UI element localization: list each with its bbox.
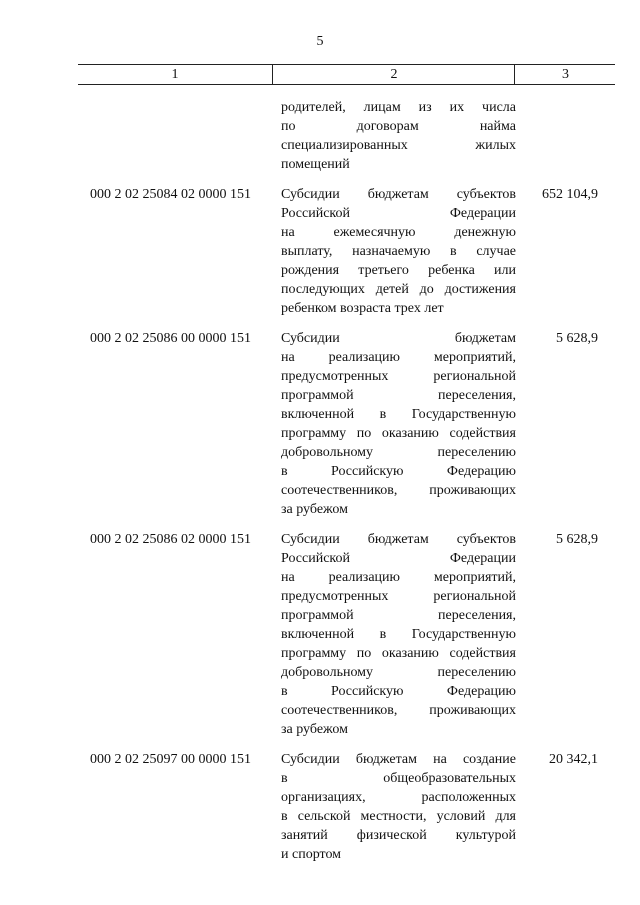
description-line: Субсидии бюджетам на создание [281,752,516,767]
table-row [0,185,640,318]
row-code: 000 2 02 25086 00 0000 151 [90,331,251,346]
description-line: организациях, расположенных [281,790,516,805]
table-row [0,530,640,739]
column-header-2: 2 [272,65,515,84]
description-line: на реализацию мероприятий, [281,350,516,365]
description-line: на реализацию мероприятий, [281,570,516,585]
description-line: Субсидии бюджетам субъектов [281,532,516,547]
description-line: занятий физической культурой [281,828,516,843]
description-line: и спортом [281,847,342,862]
description-line: программой переселения, [281,388,516,403]
row-description [281,750,516,864]
row-description [281,185,516,318]
row-amount: 5 628,9 [556,331,598,346]
description-line: Российской Федерации [281,551,516,566]
description-line: программу по оказанию содействия [281,646,516,661]
row-code: 000 2 02 25097 00 0000 151 [90,752,251,767]
description-line: Субсидии бюджетам [281,331,516,346]
description-line: на ежемесячную денежную [281,225,516,240]
row-description [281,530,516,739]
row-amount: 652 104,9 [542,187,598,202]
row-code: 000 2 02 25084 02 0000 151 [90,187,251,202]
description-line: соотечественников, проживающих [281,483,516,498]
description-line: в общеобразовательных [281,771,516,786]
description-line: ребенком возраста трех лет [281,301,444,316]
description-line: добровольному переселению [281,445,516,460]
column-header-3: 3 [514,65,616,84]
description-line: предусмотренных региональной [281,589,516,604]
description-line: соотечественников, проживающих [281,703,516,718]
table-body [0,98,640,864]
row-description [281,329,516,519]
description-line: в сельской местности, условий для [281,809,516,824]
description-line: выплату, назначаемую в случае [281,244,516,259]
description-line: рождения третьего ребенка или [281,263,516,278]
table-row [0,98,640,174]
description-line: по договорам найма [281,119,516,134]
description-line: за рубежом [281,722,348,737]
description-line: программу по оказанию содействия [281,426,516,441]
row-code: 000 2 02 25086 02 0000 151 [90,532,251,547]
table-row [0,329,640,519]
row-amount: 5 628,9 [556,532,598,547]
column-header-1: 1 [171,67,179,82]
description-line: Субсидии бюджетам субъектов [281,187,516,202]
description-line: в Российскую Федерацию [281,464,516,479]
description-line: добровольному переселению [281,665,516,680]
row-description [281,98,516,174]
description-line: родителей, лицам из их числа [281,100,516,115]
description-line: последующих детей до достижения [281,282,516,297]
description-line: специализированных жилых [281,138,516,153]
description-line: предусмотренных региональной [281,369,516,384]
table-row [0,750,640,864]
page-number: 5 [316,34,324,49]
description-line: программой переселения, [281,608,516,623]
table-header [78,64,615,85]
description-line: включенной в Государственную [281,627,516,642]
description-line: Российской Федерации [281,206,516,221]
description-line: включенной в Государственную [281,407,516,422]
description-line: за рубежом [281,502,348,517]
description-line: в Российскую Федерацию [281,684,516,699]
row-amount: 20 342,1 [549,752,598,767]
description-line: помещений [281,157,350,172]
